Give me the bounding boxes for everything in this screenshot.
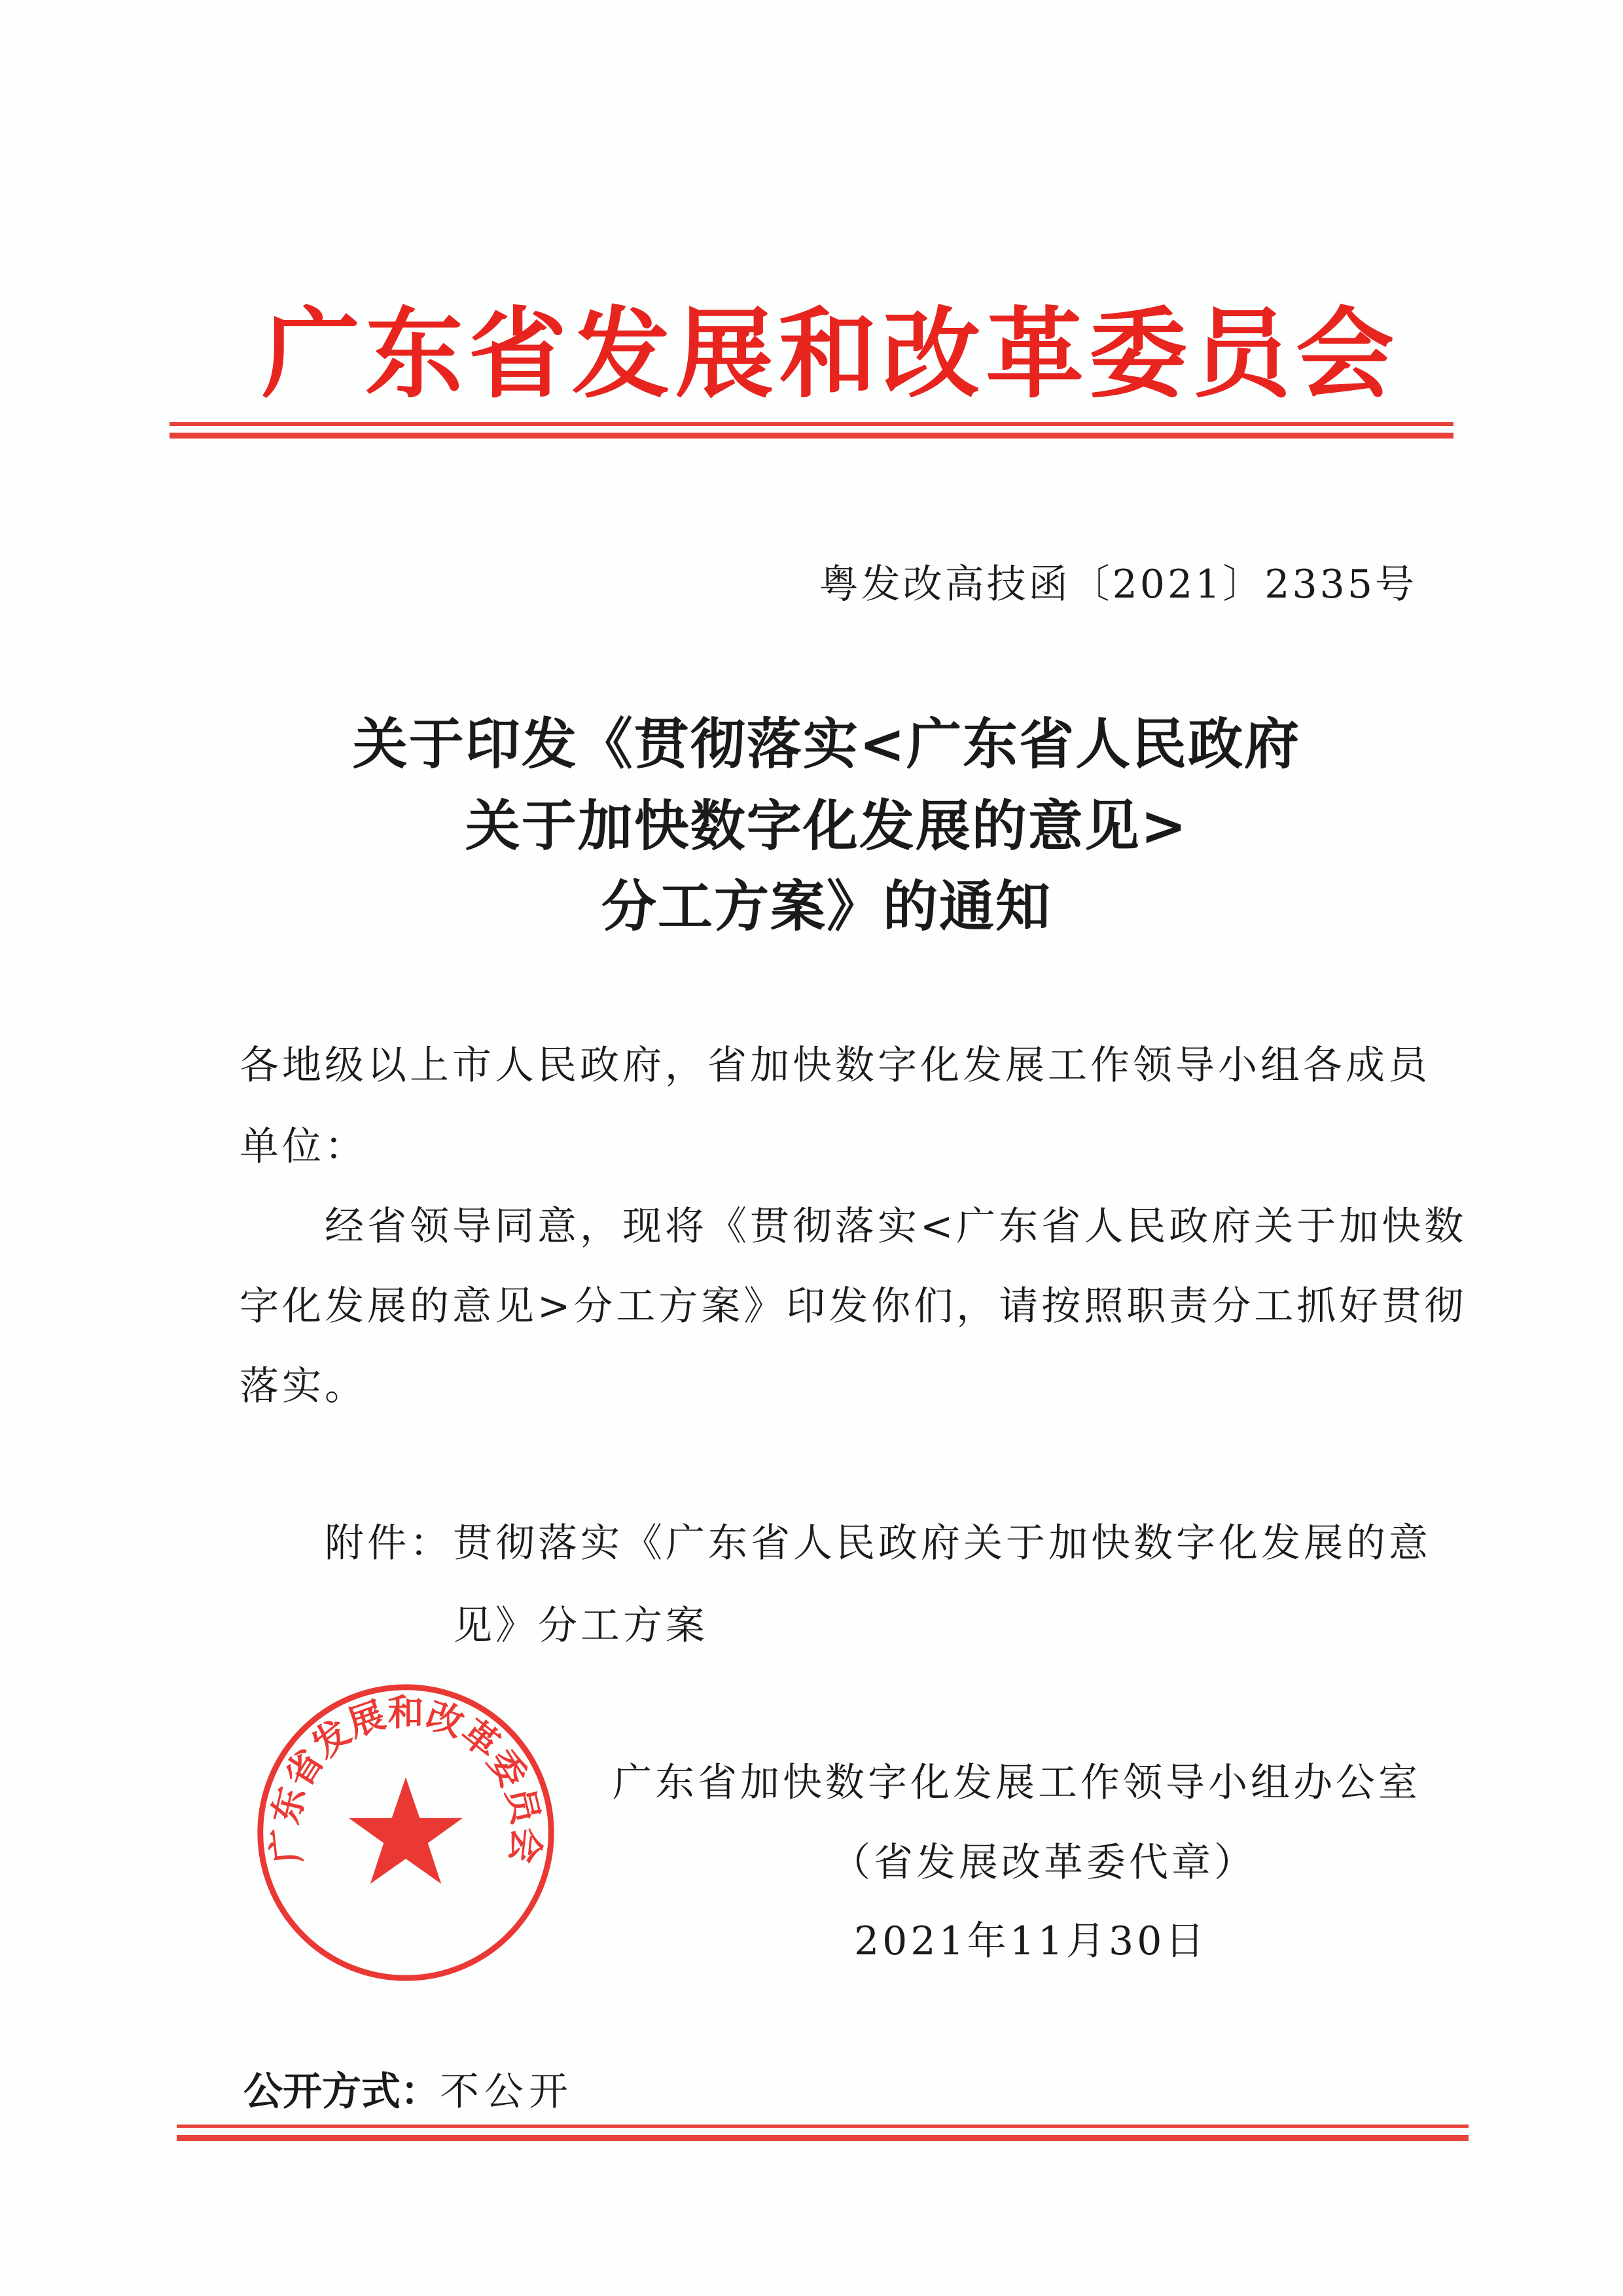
official-seal-stamp (249, 1676, 563, 1990)
body-line-1: 经省领导同意，现将《贯彻落实<广东省人民政府关于加快数 (325, 1204, 1467, 1249)
signature-seal-note: （省发展改革委代章） (831, 1840, 1257, 1886)
title-line-3: 分工方案》的通知 (601, 874, 1052, 939)
footer-rule-thin (177, 2125, 1469, 2128)
title-line-1: 关于印发《贯彻落实<广东省人民政府 (352, 711, 1301, 776)
attachment-line-2: 见》分工方案 (453, 1603, 708, 1649)
body-line-3: 落实。 (240, 1363, 367, 1409)
signature-date: 2021年11月30日 (854, 1918, 1208, 1964)
attachment-label: 附件： (325, 1520, 452, 1566)
masthead-title: 广东省发展和改革委员会 (262, 296, 1400, 412)
recipients-line-1: 各地级以上市人民政府，省加快数字化发展工作领导小组各成员 (240, 1043, 1431, 1088)
title-line-2: 关于加快数字化发展的意见> (465, 793, 1188, 858)
attachment-line-1: 贯彻落实《广东省人民政府关于加快数字化发展的意 (453, 1520, 1431, 1566)
seal-text: 广东省发展和改革委员会 (263, 1691, 548, 1866)
body-line-2: 字化发展的意见>分工方案》印发你们，请按照职责分工抓好贯彻 (240, 1283, 1467, 1329)
disclosure-value: 不公开 (440, 2069, 573, 2115)
header-rule-thin (169, 422, 1454, 426)
header-rule-thick (169, 433, 1454, 439)
recipients-line-2: 单位： (240, 1124, 367, 1170)
signature-office: 广东省加快数字化发展工作领导小组办公室 (613, 1760, 1421, 1806)
footer-rule-thick (177, 2135, 1469, 2141)
disclosure (243, 2060, 573, 2117)
star-icon (349, 1778, 463, 1884)
document-number: 粤发改高技函〔2021〕2335号 (819, 562, 1417, 607)
disclosure-label: 公开方式： (243, 2069, 440, 2115)
